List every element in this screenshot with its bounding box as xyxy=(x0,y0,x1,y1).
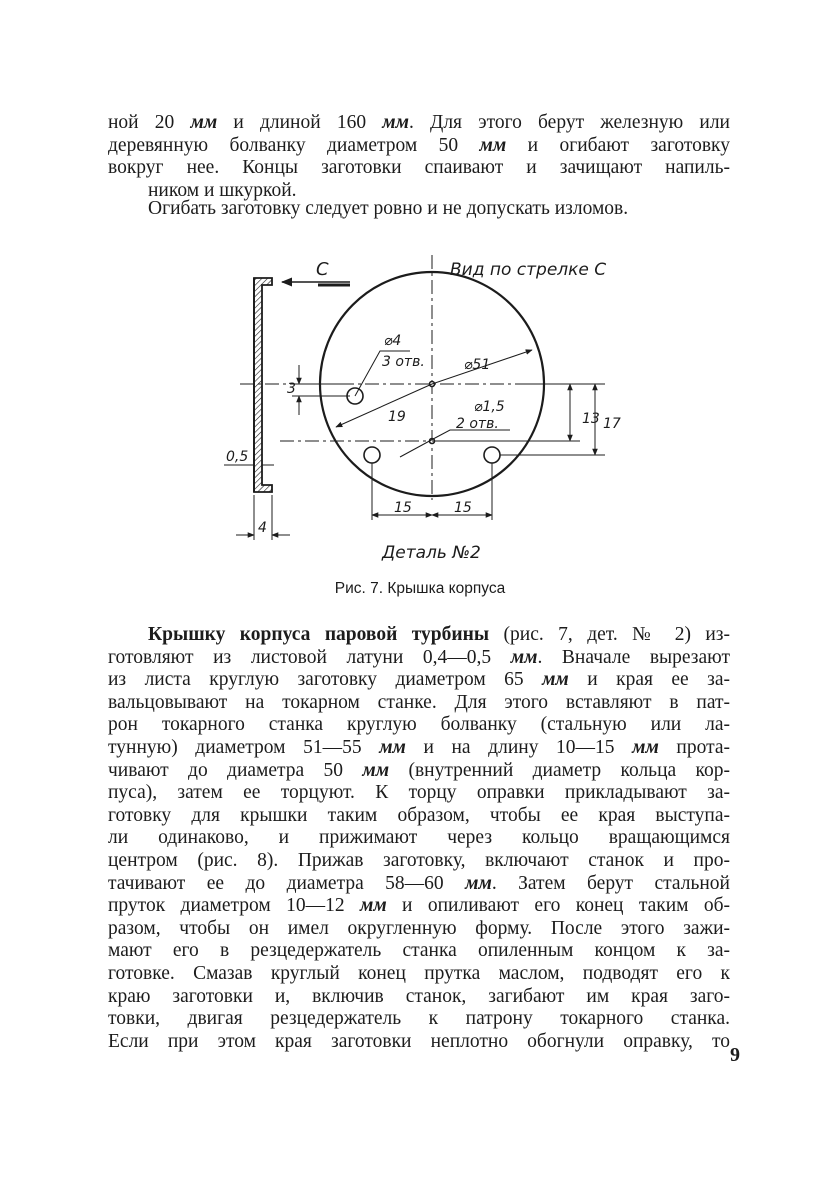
dim-19: 19 xyxy=(388,409,406,425)
text-line: разом, чтобы он имел округленную форму. После этого зажи- xyxy=(108,917,730,939)
text-line: ной 20 мм и длиной 160 мм. Для этого берут железную или xyxy=(108,112,730,133)
text-line: вокруг нее. Концы заготовки спаивают и зачищают напиль- xyxy=(108,157,730,179)
dim-15-right: 15 xyxy=(454,500,472,516)
page-number: 9 xyxy=(730,1044,740,1066)
text-line: ником и шкуркой. xyxy=(148,179,297,201)
view-arrow-c xyxy=(282,282,350,285)
dim-holes-large: ⌀4 xyxy=(384,333,402,349)
text-line: тачивают ее до диаметра 58—60 мм. Затем берут стальной xyxy=(108,872,730,894)
text-line: краю заготовки и, включив станок, загибают им края заго- xyxy=(108,985,730,1007)
dim-13: 13 xyxy=(582,411,600,427)
text-line: готовку для крышки таким образом, чтобы ее края выступа- xyxy=(108,804,730,826)
side-profile xyxy=(224,278,290,540)
text-line: Огибать заготовку следует ровно и не допускать изломов. xyxy=(148,198,629,219)
note-paragraph xyxy=(108,198,730,221)
hole-large xyxy=(484,447,500,463)
dim-4: 4 xyxy=(258,520,267,536)
dim-diameter: ⌀51 xyxy=(464,357,491,373)
dim-0-5: 0,5 xyxy=(226,449,249,465)
detail-label: Деталь №2 xyxy=(382,543,481,563)
text-line: деревянную болванку диаметром 50 мм и огибают заготовку xyxy=(108,134,730,156)
dim-holes-small: ⌀1,5 xyxy=(474,399,505,415)
dim-holes-small-count: 2 отв. xyxy=(456,416,499,432)
technical-drawing xyxy=(210,245,630,570)
text-line: пуса), затем ее торцуют. К торцу оправки прикладывают за- xyxy=(108,782,730,804)
center-lines xyxy=(240,255,580,500)
dim-15-left: 15 xyxy=(394,500,412,516)
text-line: вальцовывают на токарном станке. Для этого вставляют в пат- xyxy=(108,691,730,713)
text-line: рон токарного станка круглую болванку (стальную или ла- xyxy=(108,714,730,736)
text-line: тунную) диаметром 51—55 мм и на длину 10—15 мм прота- xyxy=(108,736,730,758)
dim-holes-large-count: 3 отв. xyxy=(382,354,425,370)
text-line: готовляют из листовой латуни 0,4—0,5 мм. Вначале вырезают xyxy=(108,646,730,668)
text-line: из листа круглую заготовку диаметром 65 мм и края ее за- xyxy=(108,669,730,691)
dim-3: 3 xyxy=(287,381,296,397)
body-paragraph xyxy=(108,624,730,1053)
arrow-c-label: С xyxy=(316,259,329,280)
figure-caption: Рис. 7. Крышка корпуса xyxy=(334,580,506,597)
view-label: Вид по стрелке С xyxy=(450,260,607,280)
text-line: товки, двигая резцедержатель к патрону токарного станка. xyxy=(108,1008,730,1030)
text-line: Крышку корпуса паровой турбины (рис. 7, дет. № 2) из- xyxy=(148,624,730,645)
text-line: ли одинаково, и прижимают через кольцо вращающимся xyxy=(108,827,730,849)
hole-large xyxy=(364,447,380,463)
text-line: готовке. Смазав круглый конец прутка маслом, подводят его к xyxy=(108,962,730,984)
text-line: чивают до диаметра 50 мм (внутренний диаметр кольца кор- xyxy=(108,759,730,781)
text-line: Если при этом края заготовки неплотно обогнули оправку, то xyxy=(108,1030,730,1052)
text-line: центром (рис. 8). Прижав заготовку, включают станок и про- xyxy=(108,849,730,871)
text-line: пруток диаметром 10—12 мм и опиливают его конец таким об- xyxy=(108,895,731,917)
intro-paragraph xyxy=(108,112,730,202)
text-line: мают его в резцедержатель станка опиленным концом к за- xyxy=(108,940,730,962)
dim-17: 17 xyxy=(603,416,621,432)
